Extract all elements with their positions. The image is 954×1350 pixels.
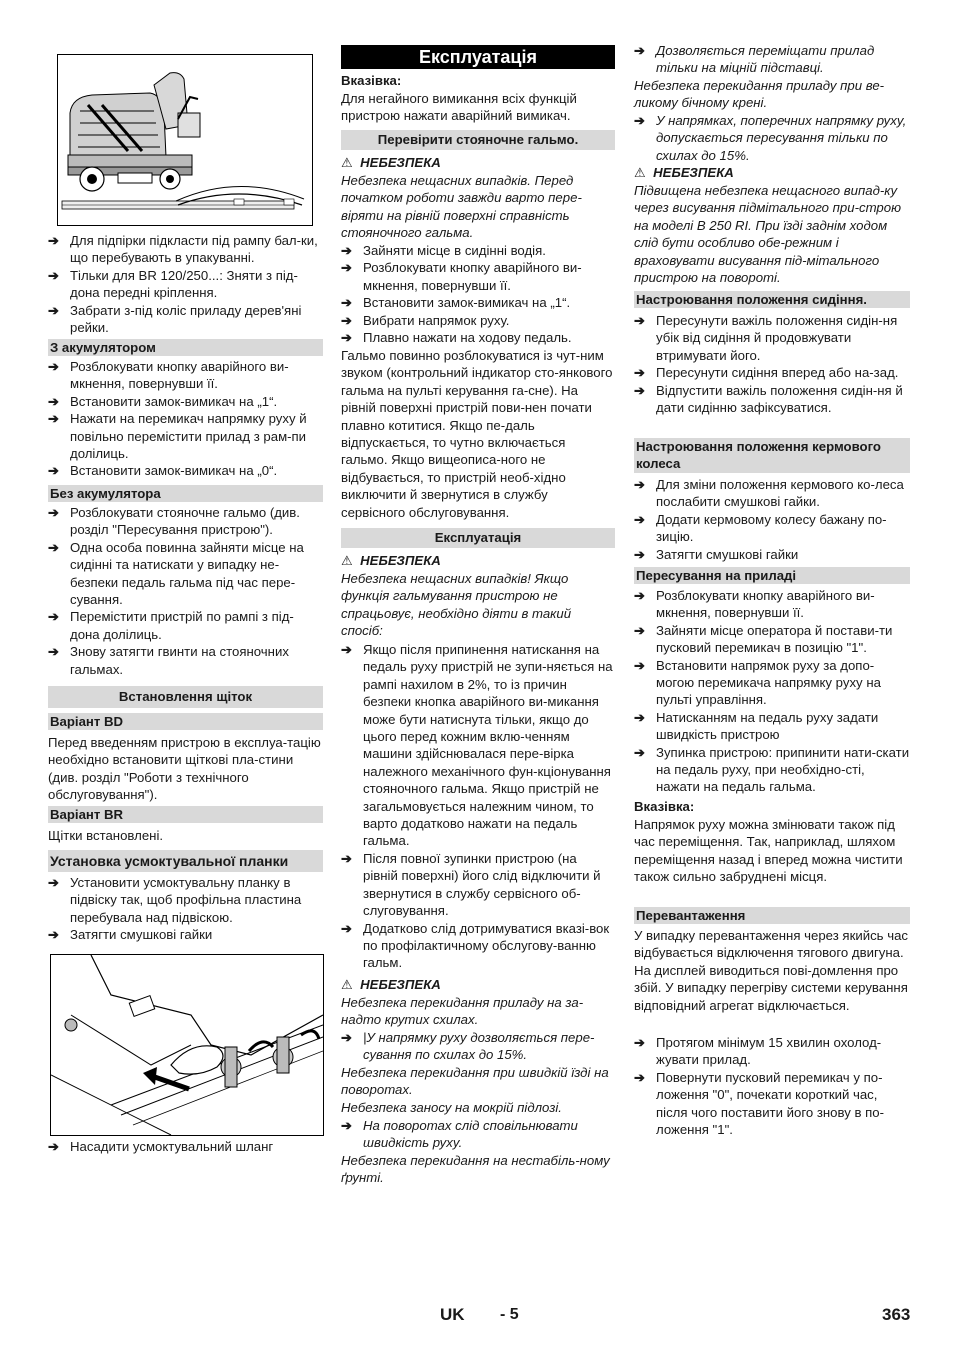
arrow-icon: ➔	[48, 875, 60, 890]
list-item: ➔ Додати кермовому колесу бажану по-зицію.	[634, 511, 887, 545]
list-item: ➔ У напрямках, поперечних напрямку руху, допускається пересування тільки по схилах до 15%.	[634, 113, 907, 163]
arrow-icon: ➔	[634, 511, 646, 527]
danger-label: ⚠ НЕБЕЗПЕКА	[634, 165, 734, 180]
section-heading: Настроювання положення кермового колеса	[634, 438, 910, 473]
danger-label: ⚠ НЕБЕЗПЕКА	[341, 977, 441, 992]
brake-check-instructions	[341, 242, 615, 346]
section-heading: Експлуатація	[341, 528, 615, 548]
arrow-icon: ➔	[634, 313, 646, 328]
squeegee-instructions	[48, 874, 323, 944]
danger-text: Небезпека перекидання при швидкій їзді на поворотах.	[341, 1065, 609, 1098]
seat-instructions	[634, 312, 910, 416]
arrow-icon: ➔	[48, 539, 60, 555]
list-item: ➔ На поворотах слід сповільнювати швидкість руху.	[341, 1118, 578, 1151]
section-heading: Без акумулятора	[48, 485, 323, 502]
section-heading: З акумулятором	[48, 339, 323, 356]
page-number: 363	[882, 1305, 911, 1324]
arrow-icon: ➔	[634, 43, 646, 58]
arrow-icon: ➔	[634, 546, 646, 562]
list-item: ➔ Встановити замок-вимикач на „1“.	[48, 393, 278, 409]
no-battery-instructions	[48, 504, 323, 678]
list-item: ➔ Плавно нажати на ходову педаль.	[341, 330, 572, 346]
list-item: ➔ Зайняти місце в сидінні водія.	[341, 243, 546, 258]
arrow-icon: ➔	[341, 295, 353, 311]
arrow-icon: ➔	[48, 463, 60, 479]
list-item: ➔ Для зміни положення кермового ко-леса послабити смушкові гайки.	[634, 477, 904, 510]
arrow-icon: ➔	[634, 113, 646, 128]
language-code: UK	[440, 1305, 465, 1324]
arrow-icon: ➔	[341, 243, 353, 258]
danger-text: Небезпека заносу на мокрій підлозі.	[341, 1100, 562, 1115]
arrow-icon: ➔	[341, 850, 353, 866]
warning-icon: ⚠	[341, 977, 353, 992]
danger-label: ⚠ НЕБЕЗПЕКА	[341, 553, 441, 568]
arrow-icon: ➔	[48, 267, 60, 283]
section-heading: Перевантаження	[634, 907, 910, 924]
arrow-icon: ➔	[634, 657, 646, 673]
page-number-local: - 5	[500, 1306, 519, 1323]
warning-icon: ⚠	[341, 155, 353, 170]
arrow-icon: ➔	[48, 505, 60, 520]
hose-instructions	[48, 1138, 323, 1155]
danger-text: Небезпека нещасних випадків! Якщо функція гальмування пристрою не спрацьовує, необхідно діяти в такий спосіб:	[341, 571, 572, 639]
arrow-icon: ➔	[48, 644, 60, 660]
wheel-instructions	[634, 476, 910, 563]
list-item: ➔ Розблокувати кнопку аварійного ви-мкнення, повернувши її.	[634, 588, 875, 621]
paragraph: У випадку перевантаження через якийсь час відбувається відключення тягового двигуна. На дисплей виводиться пові-домлення про збій. У випадку перегріву системи керування відповідний агрегат відключається.	[634, 928, 908, 1013]
list-item: ➔ Затягти смушкові гайки	[634, 546, 799, 562]
paragraph: Перед введенням пристрою в експлуа-тацію необхідно встановити щіткові пла-стини (див. розділ "Роботи з технічного обслуговування").	[48, 735, 321, 803]
arrow-icon: ➔	[341, 312, 353, 328]
arrow-icon: ➔	[634, 1035, 646, 1050]
list-item: ➔ Додатково слід дотримуватися вказі-вок по профілактичному обслугову-ванню гальм.	[341, 920, 610, 971]
arrow-icon: ➔	[634, 477, 646, 492]
list-item: ➔ Забрати з-під коліс приладу дерев'яні рейки.	[48, 302, 302, 336]
operation-instructions	[341, 641, 615, 972]
arrow-icon: ➔	[634, 709, 646, 725]
arrow-icon: ➔	[634, 588, 646, 603]
list-item: ➔ Одна особа повинна зайняти місце на сидінні та натискати у випадку не-безпеки педаль гальма під час пере-сування.	[48, 539, 304, 608]
list-item: ➔ Встановити напрямок руху за допо-могою перемикача напрямку руху на пульті управління.	[634, 657, 881, 708]
squeegee-figure	[50, 954, 324, 1136]
subsection-heading: Варіант BD	[48, 713, 323, 730]
arrow-icon: ➔	[341, 920, 353, 936]
arrow-icon: ➔	[634, 365, 646, 381]
list-item: ➔ Розблокувати стояночне гальмо (див. розділ "Пересування пристрою").	[48, 505, 300, 538]
arrow-icon: ➔	[341, 260, 353, 276]
list-item: ➔ Розблокувати кнопку аварійного ви-мкнення, повернувши її.	[48, 359, 289, 392]
section-heading: Перевірити стояночне гальмо.	[341, 130, 615, 150]
list-item: ➔ Нажати на перемикач напрямку руху й повільно перемістити прилад з рам-пи долілиць.	[48, 411, 307, 462]
list-item: ➔ Перемістити пристрій по рампі з під-дона долілиць.	[48, 609, 294, 642]
paragraph: Напрямок руху можна змінювати також під час переміщення. Так, наприклад, шляхом переміщення назад і вперед можна чистити також сильно забруднені місця.	[634, 817, 903, 885]
section-heading: Настроювання положення сидіння.	[634, 291, 910, 308]
arrow-icon: ➔	[48, 359, 60, 374]
list-item: ➔ Установити усмоктувальну планку в підвіску так, щоб профільна пластина перебувала над підвіскою.	[48, 875, 302, 925]
danger-text: Небезпека перекидання на нестабіль-ному ґрунті.	[341, 1153, 610, 1186]
page-title: Експлуатація	[341, 45, 615, 69]
arrow-icon: ➔	[48, 927, 60, 943]
paragraph: Гальмо повинно розблокуватися із чут-ним звуком (контрольний індикатор сто-янкового гальма на пульті керування га-сне). На рівній поверхні пристрій пови-нен почати плавно котитися. Якщо пе-даль відпускається, то чутно включається гальмо. Якщо вищеописа-ного не відбувається, то пристрій необ-хідно виключити й звернутися в службу сервісного обслуговування.	[341, 348, 613, 520]
section-heading: Установка усмоктувальної планки	[48, 850, 323, 872]
arrow-icon: ➔	[341, 642, 353, 657]
paragraph: Щітки встановлені.	[48, 828, 164, 843]
list-item: ➔ Знову затягти гвинти на стояночних гальмах.	[48, 644, 289, 677]
arrow-icon: ➔	[341, 330, 353, 346]
arrow-icon: ➔	[48, 609, 60, 625]
arrow-icon: ➔	[341, 1118, 353, 1133]
list-item: ➔ Натисканням на педаль руху задати швидкість пристрою	[634, 709, 879, 743]
overload-instructions	[634, 1034, 910, 1138]
list-item: ➔ Тільки для BR 120/250...: Зняти з під-дона передні кріплення.	[48, 267, 298, 301]
arrow-icon: ➔	[634, 744, 646, 760]
support-instructions	[634, 42, 910, 77]
section-heading: Встановлення щіток	[48, 686, 323, 708]
paragraph: Для негайного вимикання всіх функцій пристрою нажати аварійний вимикач.	[341, 91, 577, 124]
list-item: ➔ Якщо після припинення натискання на педаль руху пристрій не зупи-няється на рампі нахилом в 2%, то із причин безпеки кнопка аварійного ви-микання може бути натиснута тільки, якщо до цього перед кожним вклю-ченням машини здійснювалася пере-вірка належного механічного фун-кціонування стояночного гальма. Якщо пристрій не загальмовується належним чином, то варто додатково нажати на педаль гальма.	[341, 642, 613, 849]
curve-instructions	[341, 1117, 615, 1152]
arrow-icon: ➔	[634, 1069, 646, 1085]
note-label: Вказівка:	[634, 799, 695, 814]
arrow-icon: ➔	[341, 1030, 353, 1045]
warning-icon: ⚠	[341, 553, 353, 568]
list-item: ➔ Зупинка пристрою: припинити нати-скати на педаль руху, при необхідно-сті, нажати на педаль гальма.	[634, 744, 910, 795]
arrow-icon: ➔	[48, 393, 60, 409]
list-item: ➔ Протягом мінімум 15 хвилин охолод-жувати прилад.	[634, 1035, 882, 1068]
list-item: ➔ Дозволяється переміщати прилад тільки на міцній підставці.	[634, 43, 875, 76]
danger-text: Підвищена небезпека нещасного випад-ку через висування підмітального при-строю на моделі B 250 RI. При їзді заднім ходом слід бути особливо обе-режним і враховувати висування під-мітального пристрою на повороті.	[634, 183, 902, 286]
list-item: ➔ Для підпірки підкласти під рампу бал-ки, що перебувають в упакуванні.	[48, 233, 318, 266]
danger-text: Небезпека перекидання приладу при ве-ликому бічному крені.	[634, 78, 885, 111]
note-label: Вказівка:	[341, 73, 402, 88]
danger-label: ⚠ НЕБЕЗПЕКА	[341, 155, 441, 170]
cross-slope-instructions	[634, 112, 910, 164]
list-item: ➔ Пересунути важіль положення сидін-ня убік від сидіння й продовжувати втримувати його.	[634, 313, 898, 363]
list-item: ➔ Зайняти місце оператора й постави-ти пусковий перемикач в позицію "1".	[634, 622, 893, 656]
arrow-icon: ➔	[48, 302, 60, 318]
danger-text: Небезпека нещасних випадків. Перед початком роботи завжди варто пере-віряти на рівній поверхні справність стояночного гальма.	[341, 173, 582, 241]
list-item: ➔ Відпустити важіль положення сидін-ня й дати сидінню зафіксуватися.	[634, 382, 903, 416]
list-item: ➔ |У напрямку руху дозволяється пере-сування по схилах до 15%.	[341, 1030, 595, 1063]
list-item: ➔ Після повної зупинки пристрою (на рівній поверхні) його слід відключити й звернутися в службу сервісного об-слуговування.	[341, 850, 601, 919]
list-item: ➔ Розблокувати кнопку аварійного ви-мкнення, повернувши її.	[341, 260, 582, 293]
ramp-instructions	[48, 232, 323, 336]
slope-instructions	[341, 1029, 615, 1064]
danger-text: Небезпека перекидання приладу на за-надто крутих схилах.	[341, 995, 584, 1028]
arrow-icon: ➔	[634, 622, 646, 638]
list-item: ➔ Встановити замок-вимикач на „0“.	[48, 463, 278, 479]
list-item: ➔ Пересунути сидіння вперед або на-зад.	[634, 365, 899, 381]
list-item: ➔ Затягти смушкові гайки	[48, 927, 213, 943]
list-item: ➔ Вибрати напрямок руху.	[341, 312, 510, 328]
list-item: ➔ Насадити усмоктувальний шланг	[48, 1139, 274, 1154]
section-heading: Пересування на приладі	[634, 567, 910, 584]
list-item: ➔ Повернути пусковий перемикач у по-ложення "0", почекати короткий час, після чого поставити його знову в по-ложення "1".	[634, 1069, 885, 1138]
warning-icon: ⚠	[634, 165, 646, 180]
machine-ramp-illustration	[58, 55, 312, 225]
arrow-icon: ➔	[48, 1139, 60, 1154]
battery-instructions	[48, 358, 323, 480]
subsection-heading: Варіант BR	[48, 806, 323, 823]
arrow-icon: ➔	[634, 382, 646, 398]
list-item: ➔ Встановити замок-вимикач на „1“.	[341, 295, 571, 311]
squeegee-illustration	[51, 955, 323, 1135]
arrow-icon: ➔	[48, 233, 60, 248]
machine-ramp-figure	[57, 54, 313, 226]
driving-instructions	[634, 587, 910, 796]
arrow-icon: ➔	[48, 411, 60, 427]
